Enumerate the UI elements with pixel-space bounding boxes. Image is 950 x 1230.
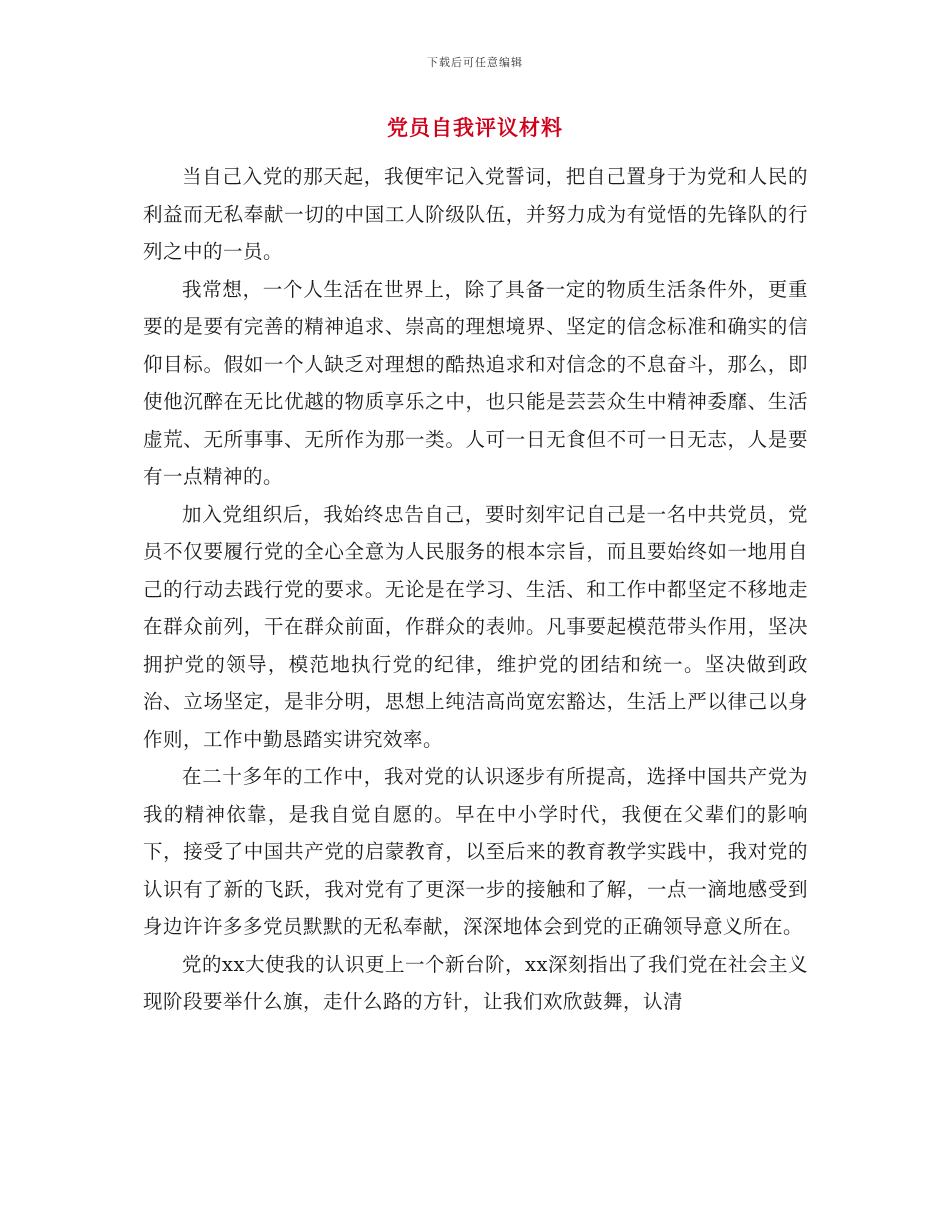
paragraph: 加入党组织后，我始终忠告自己，要时刻牢记自己是一名中共党员，党员不仅要履行党的全心全意为人民服务的根本宗旨，而且要始终如一地用自己的行动去践行党的要求。无论是在学习、生活、和工作中都坚定不移地走在群众前列，干在群众前面，作群众的表帅。凡事要起模范带头作用，坚决拥护党的领导，模范地执行党的纪律，维护党的团结和统一。坚决做到政治、立场坚定，是非分明，思想上纯洁高尚宽宏豁达，生活上严以律己以身作则，工作中勤恳踏实讲究效率。 xyxy=(143,502,808,751)
page-header-note: 下载后可任意编辑 xyxy=(427,56,523,69)
paragraph: 党的xx大使我的认识更上一个新台阶，xx深刻指出了我们党在社会主义现阶段要举什么旗，走什么路的方针，让我们欢欣鼓舞，认清 xyxy=(143,952,808,1013)
document-body xyxy=(143,158,808,1021)
paragraph: 我常想，一个人生活在世界上，除了具备一定的物质生活条件外，更重要的是要有完善的精神追求、崇高的理想境界、坚定的信念标准和确实的信仰目标。假如一个人缺乏对理想的酷热追求和对信念的不息奋斗，那么，即使他沉醉在无比优越的物质享乐之中，也只能是芸芸众生中精神委靡、生活虚荒、无所事事、无所作为那一类。人可一日无食但不可一日无志，人是要有一点精神的。 xyxy=(143,277,808,488)
document-title: 党员自我评议材料 xyxy=(387,115,563,140)
paragraph: 在二十多年的工作中，我对党的认识逐步有所提高，选择中国共产党为我的精神依靠，是我自觉自愿的。早在中小学时代，我便在父辈们的影响下，接受了中国共产党的启蒙教育，以至后来的教育教学实践中，我对党的认识有了新的飞跃，我对党有了更深一步的接触和了解，一点一滴地感受到身边许许多多党员默默的无私奉献，深深地体会到党的正确领导意义所在。 xyxy=(143,765,808,938)
paragraph: 当自己入党的那天起，我便牢记入党誓词，把自己置身于为党和人民的利益而无私奉献一切的中国工人阶级队伍，并努力成为有觉悟的先锋队的行列之中的一员。 xyxy=(143,165,808,263)
